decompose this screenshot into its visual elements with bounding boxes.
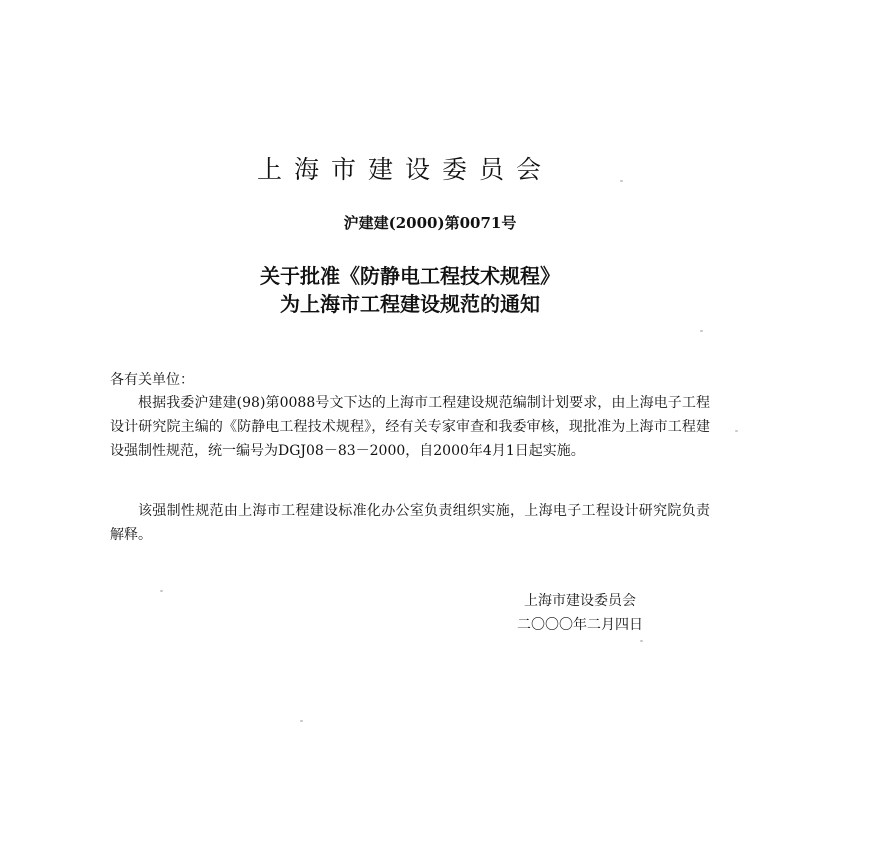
addressee: 各有关单位： [110,372,194,388]
scan-speck [300,720,303,722]
document-number: 沪建建(2000)第0071号 [343,214,517,232]
body-paragraph-2: 该强制性规范由上海市工程建设标准化办公室负责组织实施，上海电子工程设计研究院负责解释。 [110,503,710,543]
scan-speck [640,640,643,642]
scan-speck [160,590,163,592]
scan-speck [735,430,738,432]
signature-date: 二〇〇〇年二月四日 [517,617,643,633]
notice-title-line-1: 关于批准《防静电工程技术规程》 [260,264,560,288]
body-paragraph-1: 根据我委沪建建(98)第0088号文下达的上海市工程建设规范编制计划要求，由上海电子工程设计研究院主编的《防静电工程技术规程》，经有关专家审查和我委审核，现批准为上海市工程建设强制性规范，统一编号为DGJ08－83－2000，自2000年4月1日起实施。 [110,395,710,459]
notice-title-line-2: 为上海市工程建设规范的通知 [280,292,540,316]
issuer-heading: 上海市建设委员会 [256,155,553,184]
scan-speck [700,330,703,332]
signature-organization: 上海市建设委员会 [524,593,636,609]
